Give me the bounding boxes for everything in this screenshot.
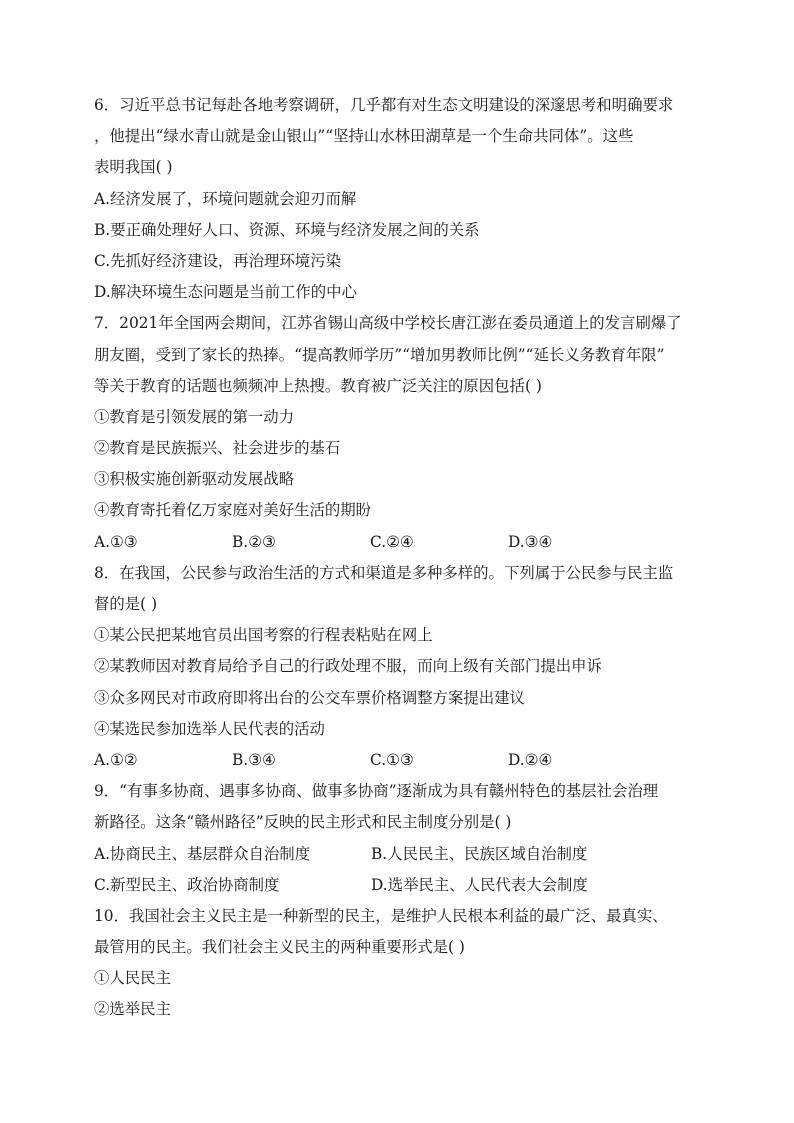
question-7-choice-b: B.②③ <box>232 532 276 551</box>
question-8-item-3: ③众多网民对市政府即将出台的公交车票价格调整方案提出建议 <box>94 688 525 707</box>
question-8-item-4: ④某选民参加选举人民代表的活动 <box>94 719 325 738</box>
question-6-stem-line-2: ，他提出“绿水青山就是金山银山”“坚持山水林田湖草是一个生命共同体”。这些 <box>94 127 634 146</box>
question-6-stem-line-1: 6．习近平总书记每赴各地考察调研，几乎都有对生态文明建设的深邃思考和明确要求 <box>94 96 674 114</box>
question-9-choice-c: C.新型民主、政治协商制度 <box>94 875 280 894</box>
question-6-option-c: C.先抓好经济建设，再治理环境污染 <box>94 251 341 270</box>
question-6-option-a: A.经济发展了，环境问题就会迎刃而解 <box>94 189 357 208</box>
question-8-choice-b: B.③④ <box>232 750 276 769</box>
question-9-stem-line-2: 新路径。这条“赣州路径”反映的民主形式和民主制度分别是( ) <box>94 813 512 832</box>
question-9-choice-d: D.选举民主、人民代表大会制度 <box>371 875 588 894</box>
question-6-stem-line-3: 表明我国( ) <box>94 158 173 177</box>
question-7-choices <box>94 527 704 558</box>
question-7 <box>94 308 704 558</box>
question-7-item-3: ③积极实施创新驱动发展战略 <box>94 470 295 489</box>
question-7-choice-c: C.②④ <box>370 532 414 551</box>
question-10-item-2: ②选举民主 <box>94 1000 171 1019</box>
question-10-item-1: ①人民民主 <box>94 969 171 988</box>
question-9-stem-line-1: 9．“有事多协商、遇事多协商、做事多协商”逐渐成为具有赣州特色的基层社会治理 <box>94 782 659 801</box>
question-7-stem-line-1: 7．2021年全国两会期间，江苏省锡山高级中学校长唐江澎在委员通道上的发言刷爆了 <box>94 314 682 333</box>
question-page <box>94 90 704 1026</box>
question-10-stem-line-2: 最管用的民主。我们社会主义民主的两种重要形式是( ) <box>94 938 465 957</box>
question-9 <box>94 776 704 901</box>
question-8-stem-line-2: 督的是( ) <box>94 595 158 613</box>
question-6 <box>94 90 704 308</box>
question-10-stem-line-1: 10．我国社会主义民主是一种新型的民主，是维护人民根本利益的最广泛、最真实、 <box>94 906 668 925</box>
question-8-choice-c: C.①③ <box>370 750 414 769</box>
question-7-item-2: ②教育是民族振兴、社会进步的基石 <box>94 439 341 458</box>
question-8-item-1: ①某公民把某地官员出国考察的行程表粘贴在网上 <box>94 626 433 645</box>
question-8 <box>94 558 704 776</box>
question-8-item-2: ②某教师因对教育局给予自己的行政处理不服，而向上级有关部门提出申诉 <box>94 657 602 676</box>
question-6-option-d: D.解决环境生态问题是当前工作的中心 <box>94 283 357 302</box>
question-7-choice-d: D.③④ <box>508 532 553 551</box>
question-9-choice-b: B.人民民主、民族区域自治制度 <box>371 844 588 863</box>
question-7-item-1: ①教育是引领发展的第一动力 <box>94 407 295 426</box>
question-9-choices-row-2 <box>94 870 704 901</box>
question-7-stem-line-2: 朋友圈，受到了家长的热捧。“提高教师学历”“增加男教师比例”“延长义务教育年限” <box>94 345 665 364</box>
question-7-item-4: ④教育寄托着亿万家庭对美好生活的期盼 <box>94 501 372 520</box>
question-8-choices <box>94 745 704 776</box>
question-6-option-b: B.要正确处理好人口、资源、环境与经济发展之间的关系 <box>94 220 480 239</box>
question-8-choice-a: A.①② <box>94 750 138 769</box>
question-7-choice-a: A.①③ <box>94 532 138 551</box>
question-7-stem-line-3: 等关于教育的话题也频频冲上热搜。教育被广泛关注的原因包括( ) <box>94 376 542 395</box>
question-8-choice-d: D.②④ <box>508 750 553 769</box>
question-10 <box>94 901 704 1026</box>
question-9-choice-a: A.协商民主、基层群众自治制度 <box>94 844 311 863</box>
question-9-choices-row-1 <box>94 839 704 870</box>
question-8-stem-line-1: 8．在我国，公民参与政治生活的方式和渠道是多种多样的。下列属于公民参与民主监 <box>94 563 674 582</box>
